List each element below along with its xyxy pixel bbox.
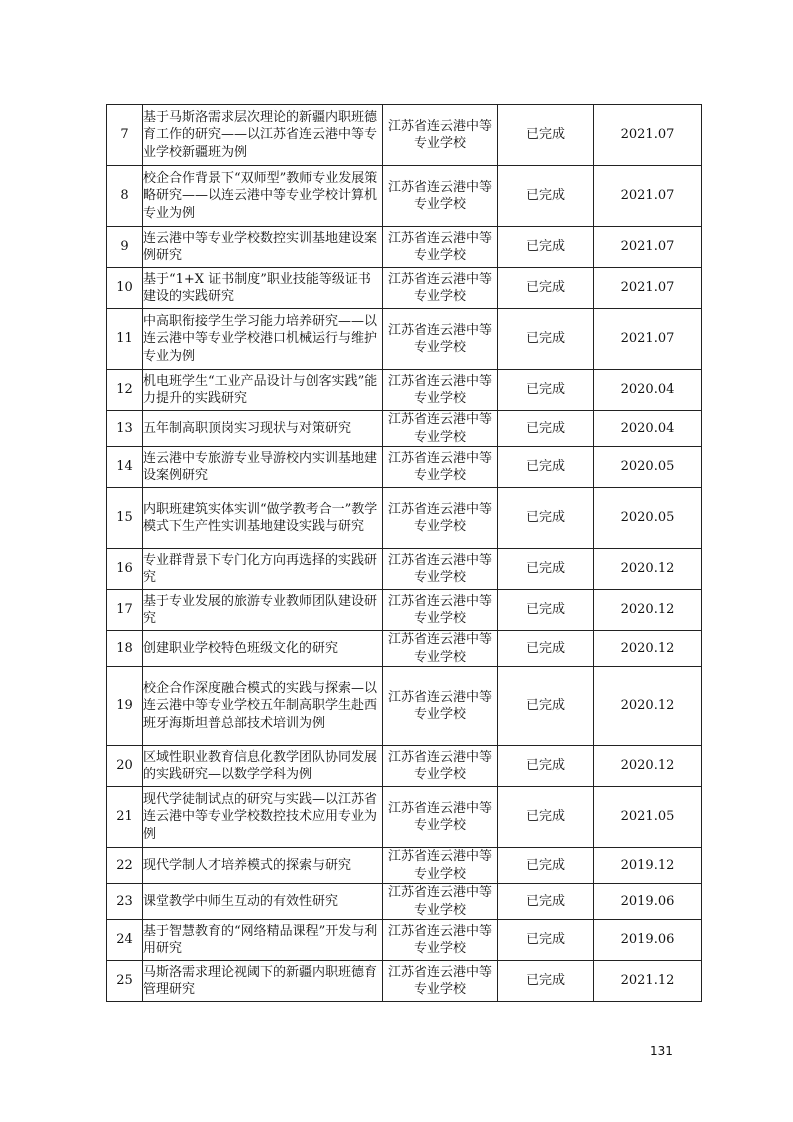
row-number: 13 bbox=[107, 411, 143, 447]
project-unit: 江苏省连云港中等专业学校 bbox=[383, 105, 498, 166]
project-date: 2021.07 bbox=[594, 227, 702, 268]
project-title: 基于智慧教育的“网络精品课程”开发与利用研究 bbox=[143, 920, 383, 961]
row-number: 19 bbox=[107, 667, 143, 746]
project-title: 基于“1+X 证书制度”职业技能等级证书建设的实践研究 bbox=[143, 268, 383, 309]
project-title: 创建职业学校特色班级文化的研究 bbox=[143, 631, 383, 667]
project-date: 2021.07 bbox=[594, 105, 702, 166]
table-row bbox=[107, 667, 702, 746]
project-unit: 江苏省连云港中等专业学校 bbox=[383, 309, 498, 370]
project-unit: 江苏省连云港中等专业学校 bbox=[383, 166, 498, 227]
project-title: 校企合作深度融合模式的实践与探索—以连云港中等专业学校五年制高职学生赴西班牙海斯坦普总部技术培训为例 bbox=[143, 667, 383, 746]
project-title: 连云港中等专业学校数控实训基地建设案例研究 bbox=[143, 227, 383, 268]
project-date: 2021.07 bbox=[594, 268, 702, 309]
project-title: 马斯洛需求理论视阈下的新疆内职班德育管理研究 bbox=[143, 961, 383, 1002]
project-title: 现代学制人才培养模式的探索与研究 bbox=[143, 848, 383, 884]
project-status: 已完成 bbox=[498, 667, 594, 746]
table-row bbox=[107, 884, 702, 920]
project-status: 已完成 bbox=[498, 884, 594, 920]
project-status: 已完成 bbox=[498, 105, 594, 166]
project-date: 2020.04 bbox=[594, 411, 702, 447]
project-unit: 江苏省连云港中等专业学校 bbox=[383, 920, 498, 961]
project-date: 2020.05 bbox=[594, 447, 702, 488]
project-date: 2020.12 bbox=[594, 631, 702, 667]
project-unit: 江苏省连云港中等专业学校 bbox=[383, 746, 498, 787]
project-unit: 江苏省连云港中等专业学校 bbox=[383, 787, 498, 848]
project-date: 2021.12 bbox=[594, 961, 702, 1002]
project-table bbox=[106, 104, 702, 1002]
project-date: 2019.12 bbox=[594, 848, 702, 884]
table-row bbox=[107, 488, 702, 549]
project-unit: 江苏省连云港中等专业学校 bbox=[383, 631, 498, 667]
project-unit: 江苏省连云港中等专业学校 bbox=[383, 447, 498, 488]
project-status: 已完成 bbox=[498, 411, 594, 447]
row-number: 12 bbox=[107, 370, 143, 411]
project-date: 2019.06 bbox=[594, 920, 702, 961]
project-date: 2020.04 bbox=[594, 370, 702, 411]
project-unit: 江苏省连云港中等专业学校 bbox=[383, 227, 498, 268]
project-status: 已完成 bbox=[498, 590, 594, 631]
project-title: 专业群背景下专门化方向再选择的实践研究 bbox=[143, 549, 383, 590]
row-number: 14 bbox=[107, 447, 143, 488]
table-row bbox=[107, 631, 702, 667]
row-number: 18 bbox=[107, 631, 143, 667]
project-status: 已完成 bbox=[498, 746, 594, 787]
project-title: 中高职衔接学生学习能力培养研究——以连云港中等专业学校港口机械运行与维护专业为例 bbox=[143, 309, 383, 370]
table-row bbox=[107, 411, 702, 447]
table-row bbox=[107, 920, 702, 961]
project-date: 2020.05 bbox=[594, 488, 702, 549]
project-status: 已完成 bbox=[498, 370, 594, 411]
project-title: 现代学徒制试点的研究与实践—以江苏省连云港中等专业学校数控技术应用专业为例 bbox=[143, 787, 383, 848]
project-title: 课堂教学中师生互动的有效性研究 bbox=[143, 884, 383, 920]
project-status: 已完成 bbox=[498, 787, 594, 848]
project-title: 五年制高职顶岗实习现状与对策研究 bbox=[143, 411, 383, 447]
project-title: 基于马斯洛需求层次理论的新疆内职班德育工作的研究——以江苏省连云港中等专业学校新疆班为例 bbox=[143, 105, 383, 166]
row-number: 17 bbox=[107, 590, 143, 631]
project-unit: 江苏省连云港中等专业学校 bbox=[383, 590, 498, 631]
row-number: 24 bbox=[107, 920, 143, 961]
project-title: 校企合作背景下“双师型”教师专业发展策略研究——以连云港中等专业学校计算机专业为例 bbox=[143, 166, 383, 227]
project-status: 已完成 bbox=[498, 309, 594, 370]
project-title: 机电班学生“工业产品设计与创客实践”能力提升的实践研究 bbox=[143, 370, 383, 411]
table-row bbox=[107, 746, 702, 787]
table-row bbox=[107, 549, 702, 590]
project-date: 2020.12 bbox=[594, 746, 702, 787]
row-number: 25 bbox=[107, 961, 143, 1002]
project-unit: 江苏省连云港中等专业学校 bbox=[383, 667, 498, 746]
project-unit: 江苏省连云港中等专业学校 bbox=[383, 411, 498, 447]
project-date: 2020.12 bbox=[594, 667, 702, 746]
project-status: 已完成 bbox=[498, 166, 594, 227]
table-row bbox=[107, 848, 702, 884]
table-row bbox=[107, 370, 702, 411]
project-date: 2021.05 bbox=[594, 787, 702, 848]
project-status: 已完成 bbox=[498, 447, 594, 488]
project-unit: 江苏省连云港中等专业学校 bbox=[383, 370, 498, 411]
project-title: 区域性职业教育信息化教学团队协同发展的实践研究—以数学学科为例 bbox=[143, 746, 383, 787]
project-title: 基于专业发展的旅游专业教师团队建设研究 bbox=[143, 590, 383, 631]
table-row bbox=[107, 309, 702, 370]
row-number: 22 bbox=[107, 848, 143, 884]
project-date: 2020.12 bbox=[594, 590, 702, 631]
project-title: 内职班建筑实体实训“做学教考合一”教学模式下生产性实训基地建设实践与研究 bbox=[143, 488, 383, 549]
project-title: 连云港中专旅游专业导游校内实训基地建设案例研究 bbox=[143, 447, 383, 488]
table-row bbox=[107, 227, 702, 268]
project-status: 已完成 bbox=[498, 920, 594, 961]
page-number: 131 bbox=[650, 1044, 673, 1058]
row-number: 9 bbox=[107, 227, 143, 268]
project-date: 2019.06 bbox=[594, 884, 702, 920]
row-number: 20 bbox=[107, 746, 143, 787]
row-number: 16 bbox=[107, 549, 143, 590]
project-status: 已完成 bbox=[498, 961, 594, 1002]
project-unit: 江苏省连云港中等专业学校 bbox=[383, 549, 498, 590]
project-unit: 江苏省连云港中等专业学校 bbox=[383, 268, 498, 309]
table-row bbox=[107, 268, 702, 309]
table-row bbox=[107, 787, 702, 848]
project-table-body bbox=[107, 105, 702, 1002]
project-status: 已完成 bbox=[498, 227, 594, 268]
table-row bbox=[107, 961, 702, 1002]
row-number: 21 bbox=[107, 787, 143, 848]
table-row bbox=[107, 166, 702, 227]
project-status: 已完成 bbox=[498, 549, 594, 590]
table-row bbox=[107, 590, 702, 631]
table-row bbox=[107, 447, 702, 488]
project-status: 已完成 bbox=[498, 268, 594, 309]
project-status: 已完成 bbox=[498, 848, 594, 884]
project-unit: 江苏省连云港中等专业学校 bbox=[383, 488, 498, 549]
row-number: 11 bbox=[107, 309, 143, 370]
row-number: 23 bbox=[107, 884, 143, 920]
project-date: 2020.12 bbox=[594, 549, 702, 590]
project-status: 已完成 bbox=[498, 488, 594, 549]
row-number: 8 bbox=[107, 166, 143, 227]
project-status: 已完成 bbox=[498, 631, 594, 667]
row-number: 15 bbox=[107, 488, 143, 549]
project-unit: 江苏省连云港中等专业学校 bbox=[383, 961, 498, 1002]
project-unit: 江苏省连云港中等专业学校 bbox=[383, 848, 498, 884]
row-number: 7 bbox=[107, 105, 143, 166]
row-number: 10 bbox=[107, 268, 143, 309]
table-row bbox=[107, 105, 702, 166]
project-date: 2021.07 bbox=[594, 309, 702, 370]
project-unit: 江苏省连云港中等专业学校 bbox=[383, 884, 498, 920]
project-date: 2021.07 bbox=[594, 166, 702, 227]
